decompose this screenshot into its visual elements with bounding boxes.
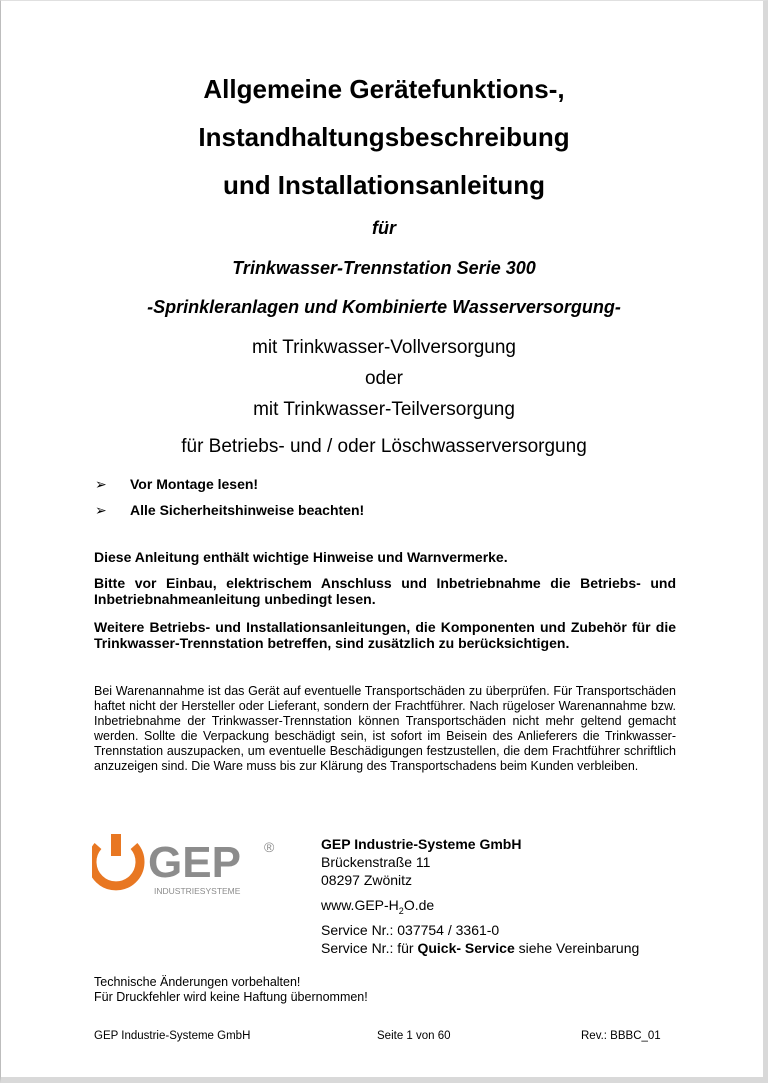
quick-service-bold: Quick- Service xyxy=(417,940,515,956)
supply-line-4: für Betriebs- und / oder Löschwasserversorgung xyxy=(181,436,587,457)
notice-1: Diese Anleitung enthält wichtige Hinweise und Warnvermerke. xyxy=(94,549,508,565)
product-name: Trinkwasser-Trennstation Serie 300 xyxy=(232,258,536,278)
website-suffix: O.de xyxy=(403,897,435,913)
disclaimer-line-1: Technische Änderungen vorbehalten! xyxy=(94,975,301,989)
website-subscript: 2 xyxy=(398,905,404,916)
title-line-2: Instandhaltungsbeschreibung xyxy=(198,122,570,152)
bullet-text: Alle Sicherheitshinweise beachten! xyxy=(130,502,365,518)
supply-line-2: oder xyxy=(364,368,404,389)
company-name: GEP Industrie-Systeme GmbH xyxy=(321,836,522,852)
disclaimer-line-2: Für Druckfehler wird keine Haftung übernommen! xyxy=(94,990,368,1004)
logo-tagline: INDUSTRIESYSTEME xyxy=(154,886,241,896)
service-number: Service Nr.: 037754 / 3361-0 xyxy=(321,922,500,938)
quick-service-prefix: Service Nr.: für xyxy=(321,940,418,956)
arrow-bullet-icon: ➢ xyxy=(95,502,107,518)
company-website[interactable] xyxy=(321,897,434,916)
bullet-text: Vor Montage lesen! xyxy=(130,476,259,492)
bullet-item xyxy=(95,502,364,519)
supply-line-3: mit Trinkwasser-Teilversorgung xyxy=(253,399,515,420)
gep-logo xyxy=(92,832,292,902)
footer-company: GEP Industrie-Systeme GmbH xyxy=(94,1030,251,1042)
fuer-label: für xyxy=(372,218,396,238)
title-line-3: und Installationsanleitung xyxy=(222,170,546,200)
quick-service-suffix: siehe Vereinbarung xyxy=(514,940,640,956)
company-street: Brückenstraße 11 xyxy=(321,854,431,870)
notice-3: Weitere Betriebs- und Installationsanleitungen, die Komponenten und Zubehör für die Trinkwasser-Trennstation betreffen, sind zusätzlich zu berücksichtigen. xyxy=(94,619,676,651)
title-line-1: Allgemeine Gerätefunktions-, xyxy=(203,74,565,104)
subtitle: -Sprinkleranlagen und Kombinierte Wasserversorgung- xyxy=(147,297,621,317)
transport-notice: Bei Warenannahme ist das Gerät auf eventuelle Transportschäden zu überprüfen. Für Transportschäden haftet nicht der Hersteller oder Lieferant, sondern der Frachtführer. Nach rügeloser Warenannahme bzw. Inbetriebnahme der Trinkwasser-Trennstation können Transportschäden nicht mehr geltend gemacht werden. Sollte die Verpackung beschädigt sein, ist sofort im Beisein des Anlieferers die Trinkwasser-Trennstation auszupacken, um eventuelle Beschädigungen festzustellen, die dem Frachtführer schriftlich anzuzeigen sind. Die Ware muss bis zur Klärung des Transportschadens beim Kunden verbleiben. xyxy=(94,684,676,773)
gep-logo-mark xyxy=(92,832,292,902)
bullet-item xyxy=(95,476,258,493)
quick-service xyxy=(321,940,639,956)
logo-registered: ® xyxy=(264,839,275,855)
logo-text: GEP xyxy=(148,838,241,887)
footer-page-number: Seite 1 von 60 xyxy=(377,1030,451,1042)
company-city: 08297 Zwönitz xyxy=(321,872,413,888)
website-prefix: www.GEP-H xyxy=(321,897,399,913)
notice-2: Bitte vor Einbau, elektrischem Anschluss und Inbetriebnahme die Betriebs- und Inbetriebnahmeanleitung unbedingt lesen. xyxy=(94,575,676,607)
footer-revision: Rev.: BBBC_01 xyxy=(581,1030,661,1042)
supply-line-1: mit Trinkwasser-Vollversorgung xyxy=(252,337,516,358)
arrow-bullet-icon: ➢ xyxy=(95,476,107,492)
